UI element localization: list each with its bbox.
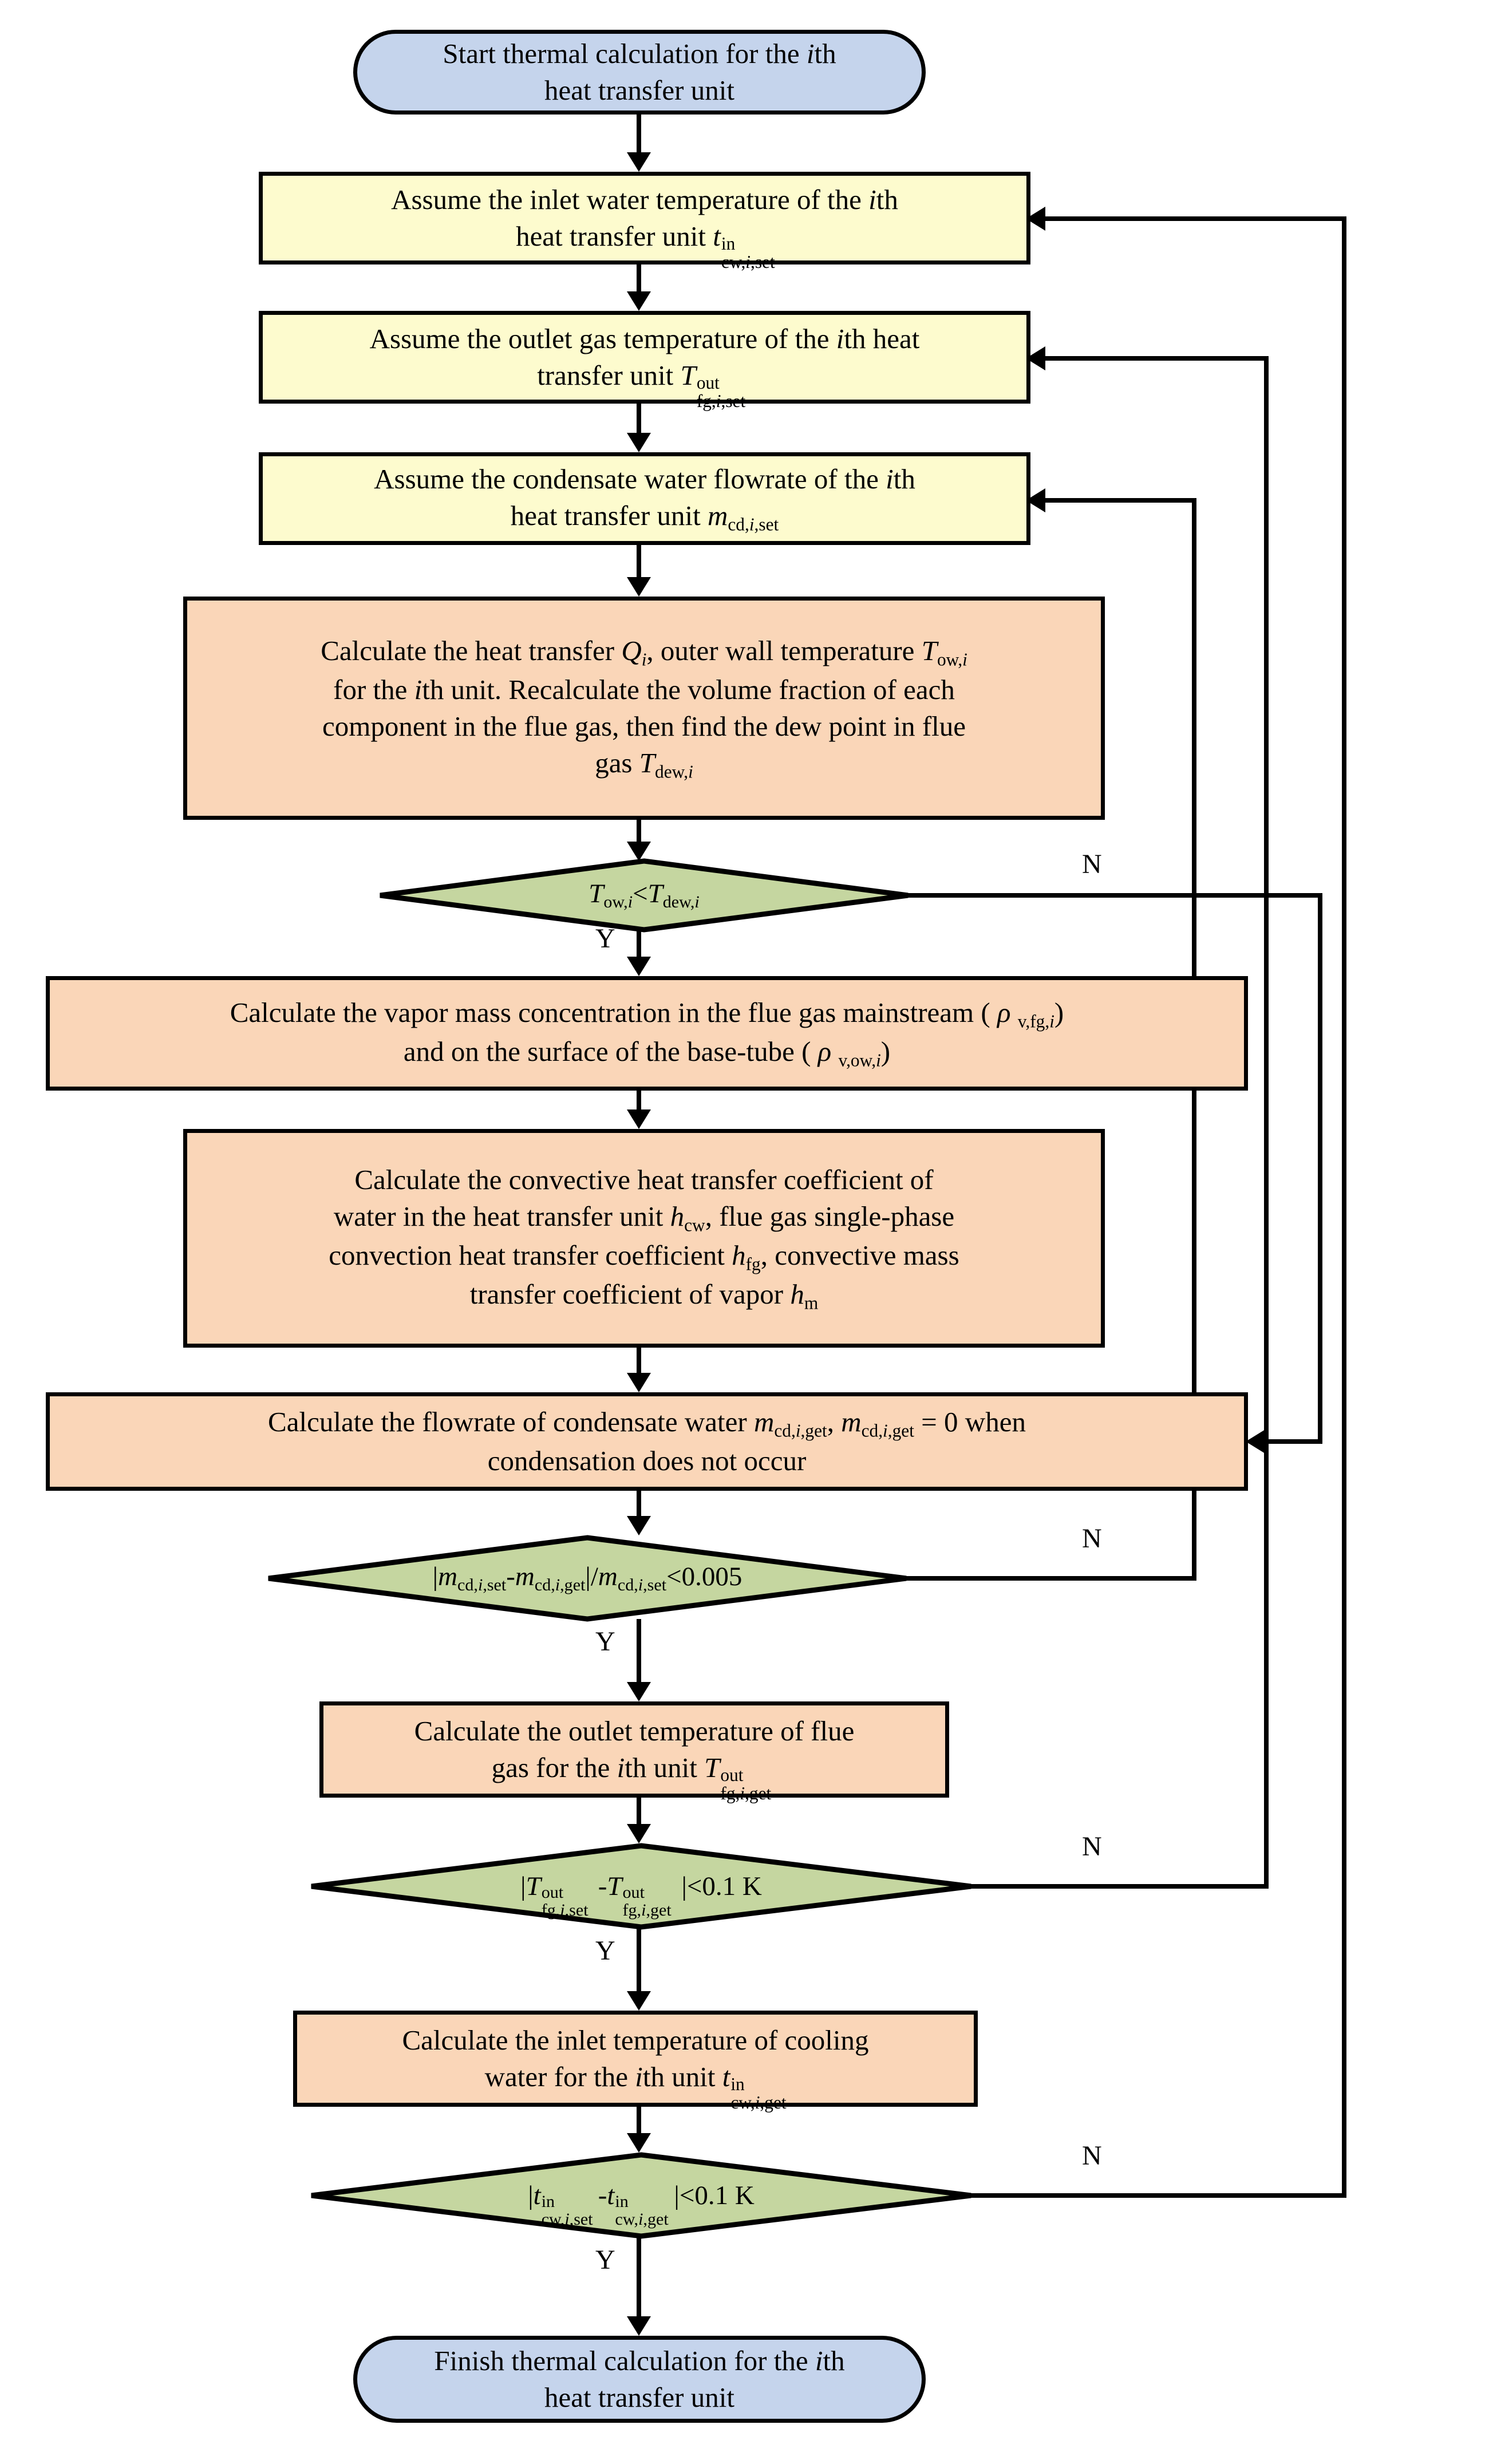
edge-inlet-to-outletgas: [637, 264, 641, 291]
decision-dewpoint-shape: [378, 859, 910, 932]
node-finish-label: Finish thermal calculation for the ith heat transfer unit: [434, 2345, 845, 2413]
edge-vapor-to-coeff-arrow: [627, 1109, 651, 1129]
edge-decwater-yes: [637, 2236, 641, 2316]
node-calc-vapor-concentration-label: Calculate the vapor mass concentration in the flue gas mainstream ( ρ $_{v,fg,i}$) and on the surface of the base-tube ( ρ $_{v,ow,i}$): [230, 996, 1064, 1071]
edge-outletgas-to-condensate: [637, 404, 641, 433]
edge-decwater-yes-arrow: [627, 2316, 651, 2336]
node-calc-vapor-concentration[interactable]: [46, 976, 1248, 1091]
edge-dewpoint-no-h: [906, 893, 1322, 898]
edge-start-to-assume-inlet: [637, 114, 641, 155]
edge-flowrate-to-deccond-arrow: [627, 1516, 651, 1535]
node-assume-inlet-water-label: Assume the inlet water temperature of the ith heat transfer unit t in cw,i,set: [391, 184, 898, 273]
edge-outlettemp-to-decgas: [637, 1798, 641, 1824]
edge-calcheat-to-dewpoint-arrow: [627, 842, 651, 861]
edge-decwater-yes-label: Y: [595, 2245, 615, 2275]
edge-decgas-yes-label: Y: [595, 1936, 615, 1966]
edge-decwater-no-h2: [1045, 216, 1346, 221]
edge-decgas-yes-arrow: [627, 1991, 651, 2011]
edge-dewpoint-no-arrow: [1246, 1430, 1265, 1454]
edge-dewpoint-yes: [637, 930, 641, 957]
node-assume-outlet-gas[interactable]: [259, 311, 1030, 412]
node-calc-condensate-flowrate-label: Calculate the flowrate of condensate water $m_{cd,i,get}$, $m_{cd,i,get} = 0$ when condensation does not occur: [268, 1406, 1026, 1477]
edge-decgas-no-v: [1264, 356, 1269, 1889]
node-calc-outlet-gas-temp[interactable]: [319, 1701, 949, 1804]
node-decision-gas-temp[interactable]: [309, 1843, 973, 1929]
node-decision-dewpoint[interactable]: [378, 859, 910, 932]
node-assume-inlet-water[interactable]: [259, 172, 1030, 273]
edge-coeff-to-flowrate-arrow: [627, 1373, 651, 1392]
node-assume-condensate-label: Assume the condensate water flowrate of the ith heat transfer unit $m_{cd,i,set}$: [374, 463, 915, 535]
node-calc-heat-transfer-label: Calculate the heat transfer Qi, outer wall temperature $T_{ow,i}$ for the ith unit. Recalculate the volume fraction of each component in the flue gas, then find the dew point in flue gas $T_{dew,i}$: [321, 635, 967, 782]
edge-decgas-no-label: N: [1082, 1831, 1102, 1862]
node-decision-dewpoint-label: $T_{ow,i}<T_{dew,i}$: [588, 879, 700, 912]
edge-decwater-no-h: [969, 2193, 1346, 2198]
node-assume-outlet-gas-label: Assume the outlet gas temperature of the ith heat transfer unit T out fg,i,set: [369, 323, 920, 412]
node-decision-gas-temp-label: |T out fg,i,set -T out fg,i,get |<0.1 K: [520, 1871, 762, 1920]
edge-flowrate-to-deccond: [637, 1491, 641, 1516]
node-decision-water-temp-label: |t in cw,i,set -t in cw,i,get |<0.1 K: [528, 2181, 755, 2229]
edge-deccond-yes-label: Y: [595, 1626, 615, 1657]
decision-water-temp-shape: [309, 2153, 973, 2238]
edge-start-to-assume-inlet-arrow: [627, 152, 651, 172]
node-decision-water-temp[interactable]: [309, 2153, 973, 2238]
node-decision-condensate[interactable]: [266, 1535, 909, 1621]
edge-outletgas-to-condensate-arrow: [627, 433, 651, 452]
node-start[interactable]: [353, 30, 926, 114]
edge-dewpoint-yes-arrow: [627, 957, 651, 976]
edge-calcheat-to-dewpoint: [637, 820, 641, 842]
edge-coeff-to-flowrate: [637, 1348, 641, 1373]
decision-condensate-shape: [266, 1535, 909, 1621]
node-decision-condensate-label: $|m_{cd,i,set}-m_{cd,i,get}|/m_{cd,i,set}<0.005$: [432, 1562, 742, 1595]
node-calc-coefficients[interactable]: [183, 1129, 1105, 1348]
node-calc-heat-transfer[interactable]: [183, 597, 1105, 820]
edge-decgas-no-h2: [1045, 356, 1269, 361]
node-calc-condensate-flowrate[interactable]: [46, 1392, 1248, 1491]
edge-dewpoint-no-label: N: [1082, 849, 1102, 879]
edge-deccond-no-h: [905, 1576, 1196, 1581]
edge-deccond-yes-arrow: [627, 1682, 651, 1701]
edge-dewpoint-no-h2: [1265, 1439, 1322, 1444]
edge-condensate-to-calcheat: [637, 545, 641, 577]
edge-deccond-no-h2: [1045, 498, 1196, 503]
edge-vapor-to-coeff: [637, 1091, 641, 1109]
node-calc-inlet-water-temp-label: Calculate the inlet temperature of cooling water for the ith unit t in cw,i,get: [402, 2024, 869, 2113]
edge-dewpoint-no-v: [1318, 893, 1322, 1442]
edge-outlettemp-to-decgas-arrow: [627, 1824, 651, 1843]
edge-inlet-to-outletgas-arrow: [627, 291, 651, 311]
edge-decgas-no-h: [969, 1884, 1269, 1889]
node-calc-coefficients-label: Calculate the convective heat transfer coefficient of water in the heat transfer unit $h_{cw}$, flue gas single-phase convection heat transfer coefficient $h_{fg}$, convective mass transfer coefficient of vapor $h_m$: [329, 1163, 959, 1313]
edge-deccond-no-label: N: [1082, 1523, 1102, 1554]
edge-decwater-no-label: N: [1082, 2141, 1102, 2171]
edge-inlettemp-to-decwater: [637, 2107, 641, 2133]
node-calc-inlet-water-temp[interactable]: [293, 2011, 978, 2113]
edge-deccond-yes: [637, 1619, 641, 1682]
node-calc-outlet-gas-temp-label: Calculate the outlet temperature of flue gas for the ith unit T out fg,i,get: [414, 1715, 855, 1804]
edge-inlettemp-to-decwater-arrow: [627, 2133, 651, 2153]
edge-decgas-yes: [637, 1927, 641, 1991]
edge-dewpoint-yes-label: Y: [595, 923, 615, 954]
node-finish[interactable]: [353, 2336, 926, 2423]
edge-condensate-to-calcheat-arrow: [627, 577, 651, 597]
node-start-label: Start thermal calculation for the ith heat transfer unit: [443, 38, 836, 106]
node-assume-condensate[interactable]: [259, 452, 1030, 545]
edge-decwater-no-v: [1342, 216, 1346, 2198]
decision-gas-temp-shape: [309, 1843, 973, 1929]
